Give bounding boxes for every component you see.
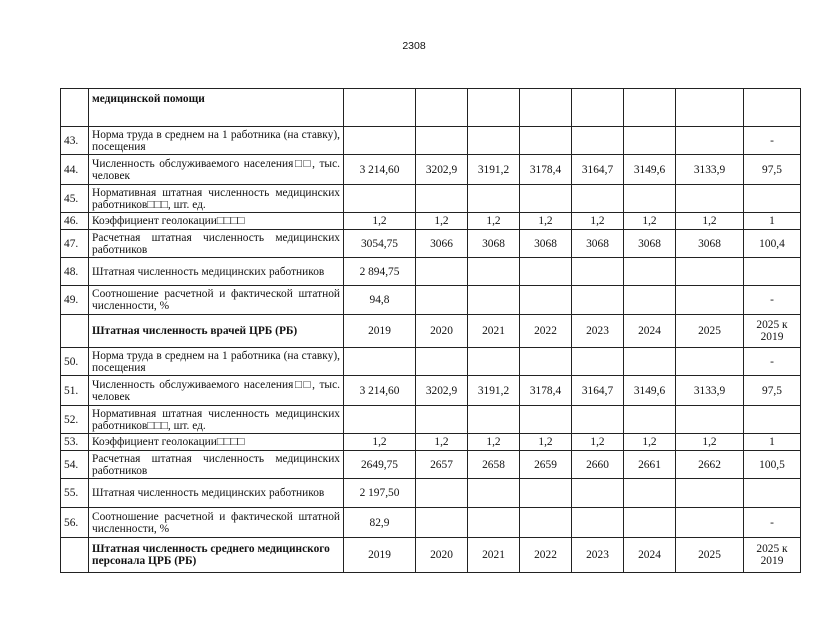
row-label: Коэффициент геолокации□□□□: [89, 434, 344, 451]
year-value-cell: [624, 127, 676, 155]
year-value-cell: [468, 89, 520, 127]
row-label: Расчетная штатная численность медицинских работников: [89, 230, 344, 258]
year-value-cell: [520, 348, 572, 376]
ratio-cell: 2025 к 2019: [744, 538, 801, 573]
row-number: [61, 538, 89, 573]
year-value-cell: [468, 508, 520, 538]
year-value-cell: [416, 348, 468, 376]
year-value-cell: [624, 508, 676, 538]
year-value-cell: [520, 479, 572, 508]
year-value-cell: [468, 185, 520, 213]
ratio-cell: -: [744, 348, 801, 376]
row-number: 45.: [61, 185, 89, 213]
row-label: Штатная численность врачей ЦРБ (РБ): [89, 315, 344, 348]
year-value-cell: [520, 127, 572, 155]
year-value-cell: 3068: [624, 230, 676, 258]
year-value-cell: [676, 185, 744, 213]
year-value-cell: [572, 258, 624, 286]
table-row: [61, 89, 801, 127]
table-row: [61, 185, 801, 213]
row-label: Соотношение расчетной и фактической штатной численности, %: [89, 286, 344, 315]
year-value-cell: [676, 479, 744, 508]
year-value-cell: 3068: [676, 230, 744, 258]
section-header-row: [61, 315, 801, 348]
year-value-cell: [344, 348, 416, 376]
year-value-cell: [344, 406, 416, 434]
year-value-cell: 3164,7: [572, 376, 624, 406]
year-value-cell: 3 214,60: [344, 155, 416, 185]
ratio-cell: 97,5: [744, 376, 801, 406]
year-value-cell: 2022: [520, 315, 572, 348]
ratio-cell: 97,5: [744, 155, 801, 185]
year-value-cell: 2020: [416, 538, 468, 573]
year-value-cell: [344, 127, 416, 155]
table-row: [61, 508, 801, 538]
year-value-cell: [572, 286, 624, 315]
row-number: 47.: [61, 230, 89, 258]
row-label: медицинской помощи: [89, 89, 344, 127]
year-value-cell: 2020: [416, 315, 468, 348]
year-value-cell: 3178,4: [520, 155, 572, 185]
row-number: 43.: [61, 127, 89, 155]
year-value-cell: [676, 89, 744, 127]
year-value-cell: 1,2: [572, 213, 624, 230]
table-row: [61, 230, 801, 258]
year-value-cell: 3164,7: [572, 155, 624, 185]
year-value-cell: 2023: [572, 538, 624, 573]
section-header-row: [61, 538, 801, 573]
year-value-cell: 94,8: [344, 286, 416, 315]
year-value-cell: 1,2: [416, 213, 468, 230]
row-number: 46.: [61, 213, 89, 230]
year-value-cell: 2649,75: [344, 451, 416, 479]
year-value-cell: [416, 127, 468, 155]
year-value-cell: 2 197,50: [344, 479, 416, 508]
row-number: [61, 315, 89, 348]
year-value-cell: 1,2: [468, 434, 520, 451]
year-value-cell: 2 894,75: [344, 258, 416, 286]
year-value-cell: 3191,2: [468, 155, 520, 185]
year-value-cell: [572, 479, 624, 508]
year-value-cell: [676, 286, 744, 315]
year-value-cell: [572, 406, 624, 434]
table-row: [61, 348, 801, 376]
year-value-cell: [416, 185, 468, 213]
ratio-cell: [744, 258, 801, 286]
row-number: 51.: [61, 376, 89, 406]
table-row: [61, 434, 801, 451]
table-row: [61, 479, 801, 508]
table-row: [61, 213, 801, 230]
row-label: Коэффициент геолокации□□□□: [89, 213, 344, 230]
year-value-cell: [624, 258, 676, 286]
row-number: 52.: [61, 406, 89, 434]
year-value-cell: [416, 508, 468, 538]
row-number: 53.: [61, 434, 89, 451]
year-value-cell: [572, 348, 624, 376]
staffing-table: [60, 88, 801, 573]
ratio-cell: [744, 406, 801, 434]
year-value-cell: 3068: [572, 230, 624, 258]
year-value-cell: 3191,2: [468, 376, 520, 406]
year-value-cell: [624, 286, 676, 315]
year-value-cell: [416, 479, 468, 508]
year-value-cell: 2658: [468, 451, 520, 479]
year-value-cell: 2021: [468, 538, 520, 573]
year-value-cell: [416, 89, 468, 127]
year-value-cell: [572, 89, 624, 127]
page-number: 2308: [402, 40, 426, 52]
year-value-cell: [520, 406, 572, 434]
year-value-cell: [468, 348, 520, 376]
year-value-cell: 3202,9: [416, 155, 468, 185]
row-number: [61, 89, 89, 127]
table-row: [61, 376, 801, 406]
row-number: 56.: [61, 508, 89, 538]
year-value-cell: [624, 348, 676, 376]
year-value-cell: 2661: [624, 451, 676, 479]
ratio-cell: -: [744, 286, 801, 315]
ratio-cell: 2025 к 2019: [744, 315, 801, 348]
year-value-cell: 3202,9: [416, 376, 468, 406]
row-label: Штатная численность медицинских работников: [89, 479, 344, 508]
year-value-cell: 1,2: [676, 213, 744, 230]
row-number: 48.: [61, 258, 89, 286]
year-value-cell: [572, 127, 624, 155]
row-label: Численность обслуживаемого населения□□, тыс. человек: [89, 155, 344, 185]
year-value-cell: 3054,75: [344, 230, 416, 258]
row-number: 44.: [61, 155, 89, 185]
row-label: Норма труда в среднем на 1 работника (на ставку), посещения: [89, 348, 344, 376]
year-value-cell: 1,2: [572, 434, 624, 451]
year-value-cell: [520, 258, 572, 286]
year-value-cell: 1,2: [624, 434, 676, 451]
year-value-cell: 1,2: [416, 434, 468, 451]
year-value-cell: 1,2: [344, 213, 416, 230]
year-value-cell: 2023: [572, 315, 624, 348]
year-value-cell: [572, 185, 624, 213]
year-value-cell: [624, 479, 676, 508]
row-number: 55.: [61, 479, 89, 508]
year-value-cell: 1,2: [468, 213, 520, 230]
year-value-cell: [676, 508, 744, 538]
year-value-cell: [468, 406, 520, 434]
ratio-cell: -: [744, 508, 801, 538]
table-row: [61, 451, 801, 479]
year-value-cell: 3068: [468, 230, 520, 258]
row-label: Нормативная штатная численность медицинских работников□□□, шт. ед.: [89, 185, 344, 213]
ratio-cell: 100,4: [744, 230, 801, 258]
ratio-cell: -: [744, 127, 801, 155]
year-value-cell: 2662: [676, 451, 744, 479]
ratio-cell: [744, 89, 801, 127]
year-value-cell: [676, 258, 744, 286]
year-value-cell: 2025: [676, 538, 744, 573]
year-value-cell: 2657: [416, 451, 468, 479]
year-value-cell: [520, 89, 572, 127]
year-value-cell: 3133,9: [676, 155, 744, 185]
ratio-cell: 100,5: [744, 451, 801, 479]
ratio-cell: 1: [744, 213, 801, 230]
row-label: Расчетная штатная численность медицинских работников: [89, 451, 344, 479]
year-value-cell: 3068: [520, 230, 572, 258]
row-label: Штатная численность среднего медицинского персонала ЦРБ (РБ): [89, 538, 344, 573]
year-value-cell: [572, 508, 624, 538]
year-value-cell: 2024: [624, 538, 676, 573]
table-row: [61, 155, 801, 185]
year-value-cell: 2022: [520, 538, 572, 573]
year-value-cell: 1,2: [676, 434, 744, 451]
year-value-cell: 1,2: [520, 434, 572, 451]
year-value-cell: [624, 185, 676, 213]
row-label: Норма труда в среднем на 1 работника (на ставку), посещения: [89, 127, 344, 155]
year-value-cell: [624, 89, 676, 127]
year-value-cell: 1,2: [520, 213, 572, 230]
year-value-cell: [468, 258, 520, 286]
year-value-cell: 2019: [344, 315, 416, 348]
row-label: Соотношение расчетной и фактической штатной численности, %: [89, 508, 344, 538]
table-row: [61, 127, 801, 155]
year-value-cell: [520, 185, 572, 213]
row-label: Численность обслуживаемого населения□□, тыс. человек: [89, 376, 344, 406]
table-row: [61, 258, 801, 286]
year-value-cell: 3 214,60: [344, 376, 416, 406]
year-value-cell: [416, 406, 468, 434]
year-value-cell: 3178,4: [520, 376, 572, 406]
year-value-cell: 3149,6: [624, 155, 676, 185]
table-body: [61, 89, 801, 573]
year-value-cell: 82,9: [344, 508, 416, 538]
year-value-cell: [344, 89, 416, 127]
table-row: [61, 286, 801, 315]
row-label: Нормативная штатная численность медицинских работников□□□, шт. ед.: [89, 406, 344, 434]
row-number: 54.: [61, 451, 89, 479]
year-value-cell: [676, 127, 744, 155]
year-value-cell: [468, 127, 520, 155]
year-value-cell: [676, 406, 744, 434]
year-value-cell: 2660: [572, 451, 624, 479]
table-row: [61, 406, 801, 434]
year-value-cell: 2019: [344, 538, 416, 573]
year-value-cell: 2659: [520, 451, 572, 479]
year-value-cell: [416, 258, 468, 286]
year-value-cell: 2021: [468, 315, 520, 348]
ratio-cell: 1: [744, 434, 801, 451]
year-value-cell: [344, 185, 416, 213]
year-value-cell: 3066: [416, 230, 468, 258]
row-number: 50.: [61, 348, 89, 376]
year-value-cell: [520, 286, 572, 315]
ratio-cell: [744, 185, 801, 213]
year-value-cell: [676, 348, 744, 376]
year-value-cell: 3149,6: [624, 376, 676, 406]
year-value-cell: [520, 508, 572, 538]
year-value-cell: [624, 406, 676, 434]
year-value-cell: 3133,9: [676, 376, 744, 406]
year-value-cell: 2025: [676, 315, 744, 348]
year-value-cell: [416, 286, 468, 315]
ratio-cell: [744, 479, 801, 508]
year-value-cell: [468, 479, 520, 508]
year-value-cell: [468, 286, 520, 315]
year-value-cell: 1,2: [624, 213, 676, 230]
year-value-cell: 1,2: [344, 434, 416, 451]
year-value-cell: 2024: [624, 315, 676, 348]
row-label: Штатная численность медицинских работников: [89, 258, 344, 286]
row-number: 49.: [61, 286, 89, 315]
